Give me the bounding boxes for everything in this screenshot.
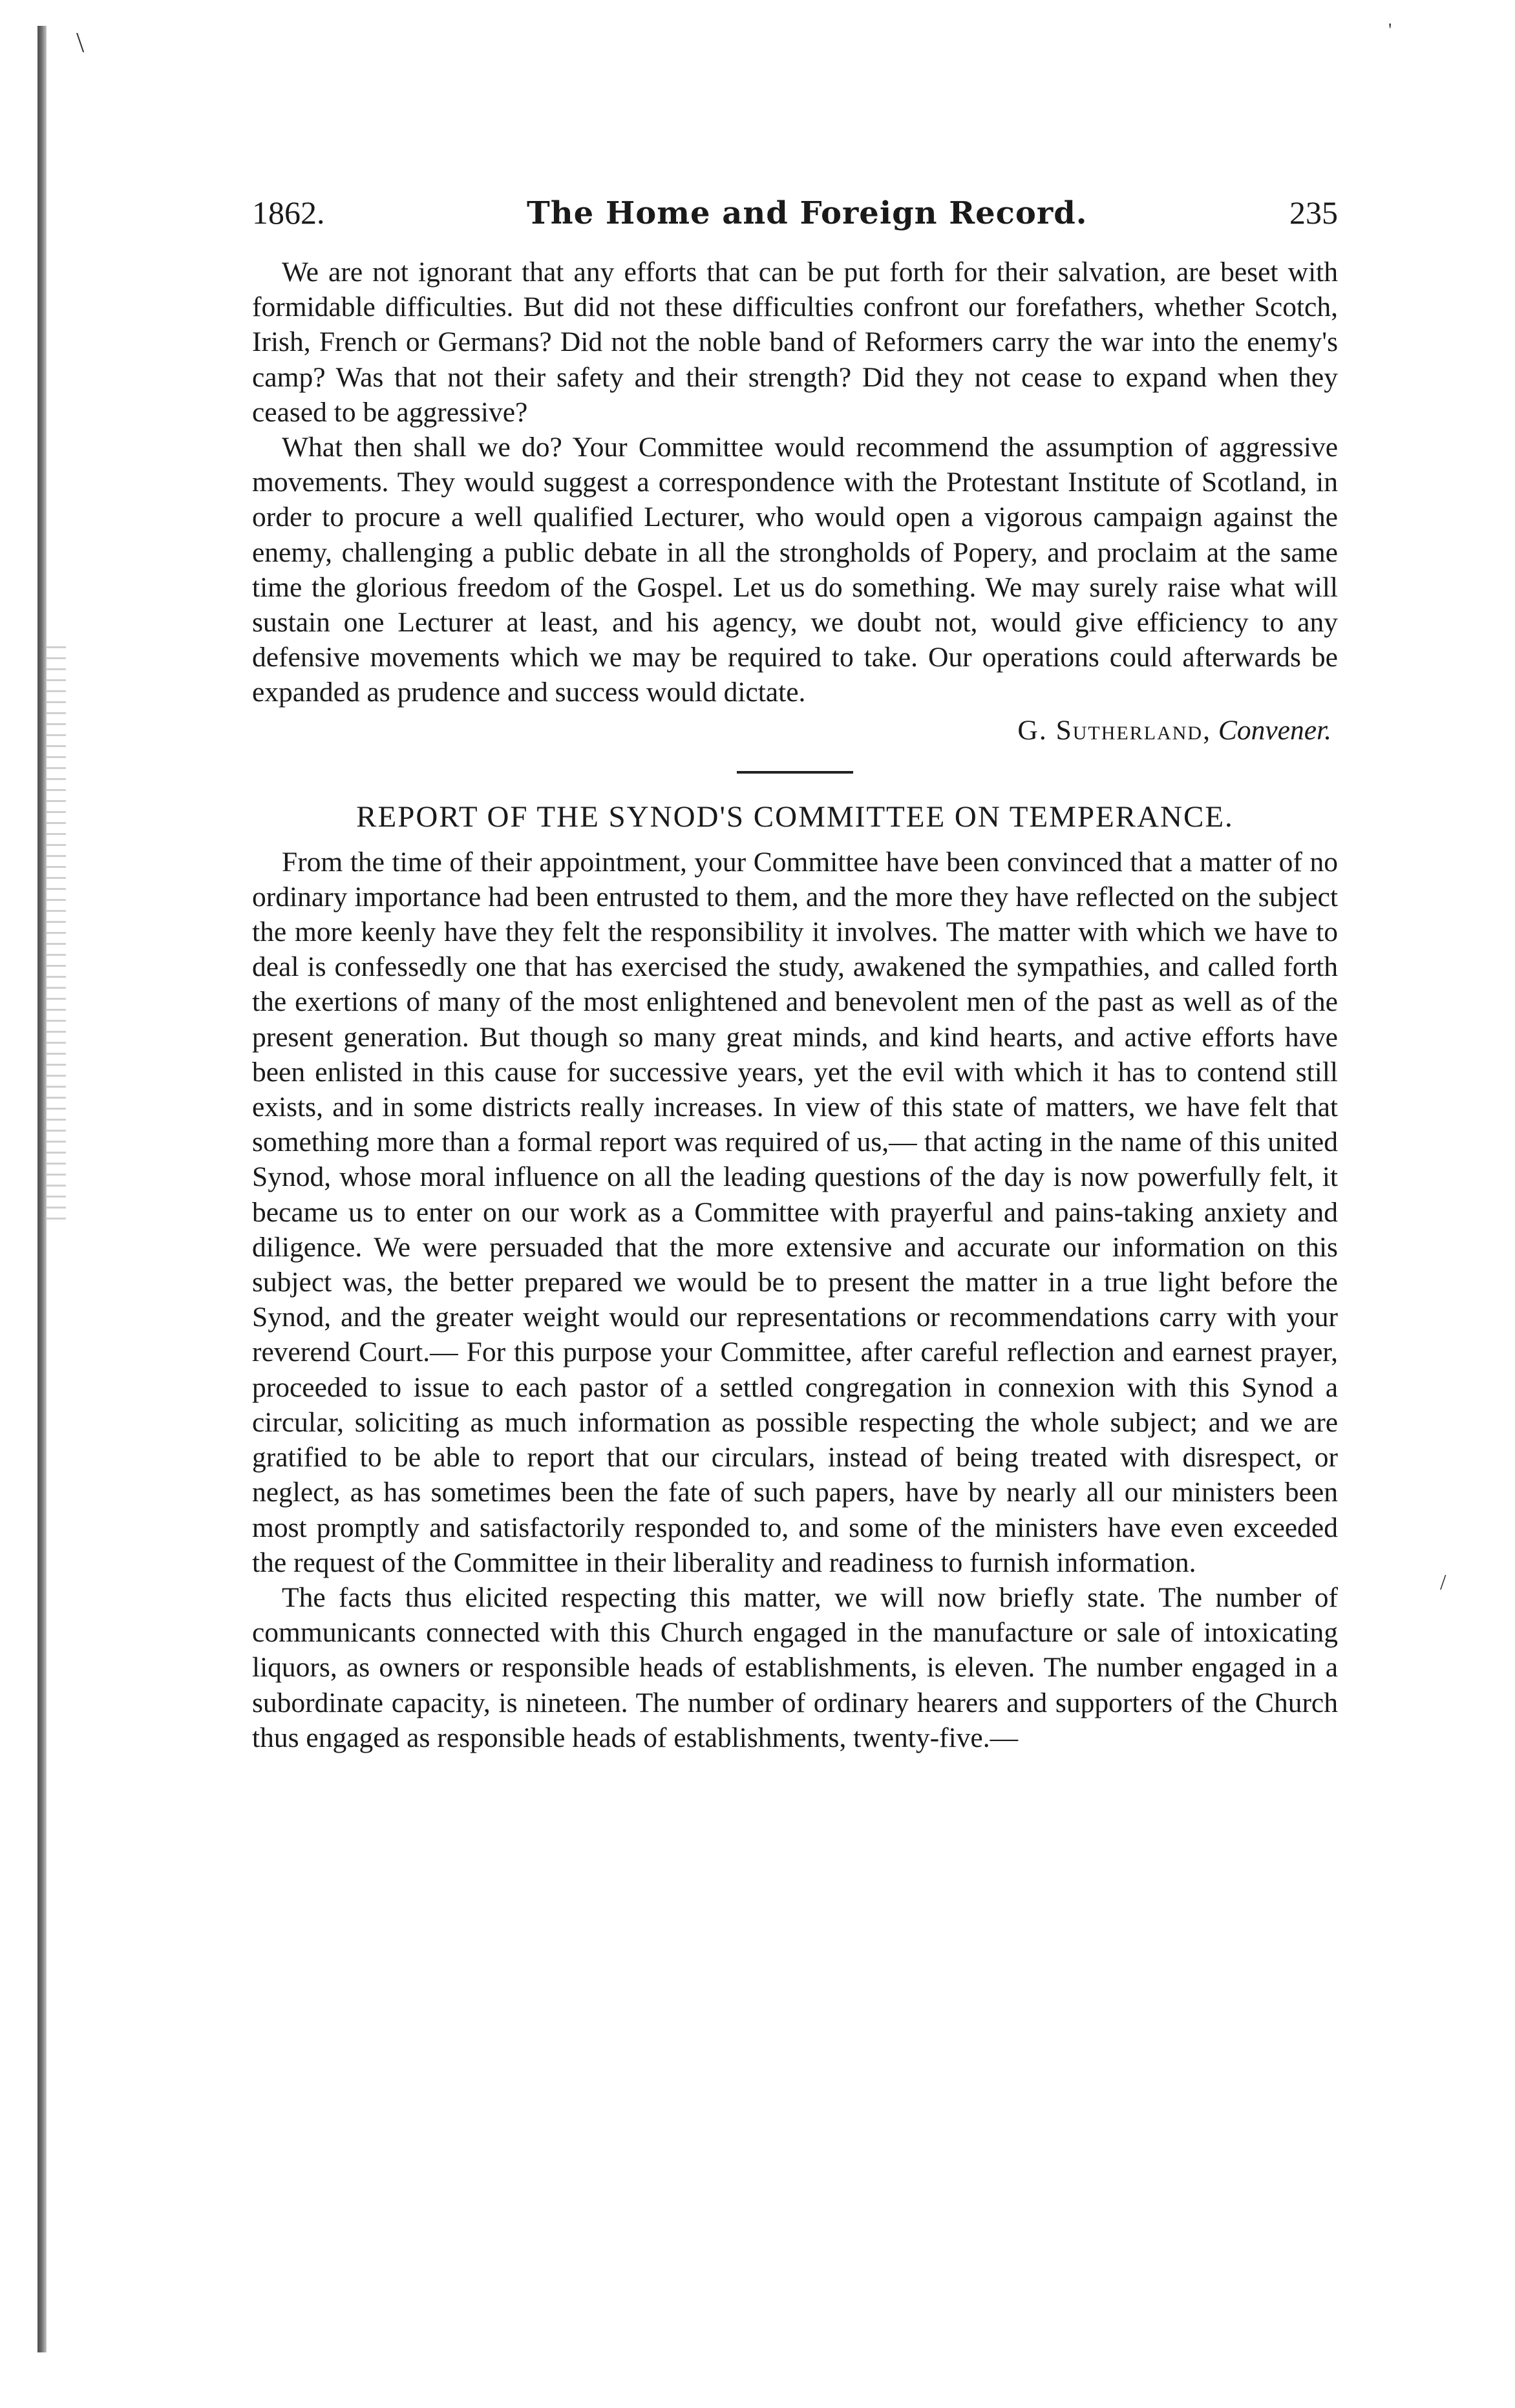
page-number: 235	[1289, 195, 1338, 231]
intro-paragraph: What then shall we do? Your Committee would recommend the assumption of aggressive movements. They would suggest a correspondence with the Protestant Institute of Scotland, in order to procure a well qualified Lecturer, who would open a vigorous campaign against the enemy, challenging a public debate in all the strongholds of Popery, and proclaim at the same time the glorious freedom of the Gospel. Let us do something. We may surely raise what will sustain one Lecturer at least, and his agency, we doubt not, would give efficiency to any defensive movements which we may be required to take. Our operations could afterwards be expanded as prudence and success would dictate.	[252, 432, 1338, 708]
document-page	[252, 194, 1338, 1755]
report-paragraph: From the time of their appointment, your Committee have been convinced that a matter of no ordinary importance had been entrusted to them, and the more they have reflected on the subject the more keenly have they felt the responsibility it involves. The matter with which we have to deal is confessedly one that has exercised the study, awakened the sympathies, and called forth the exertions of many of the most enlightened and benevolent men of the past as well as of the present generation. But though so many great minds, and kind hearts, and active efforts have been enlisted in this cause for successive years, yet the evil with which it has to contend still exists, and in some districts really increases. In view of this state of matters, we have felt that something more than a formal report was required of us,— that acting in the name of this united Synod, whose moral influence on all the leading questions of the day is now powerfully felt, it became us to enter on our work as a Committee with prayerful and pains-taking anxiety and diligence. We were persuaded that the more extensive and accurate our information on this subject was, the better prepared we would be to present the matter in a true light before the Synod, and the greater weight would our representations or recommendations carry with your reverend Court.— For this purpose your Committee, after careful reflection and earnest prayer, proceeded to issue to each pastor of a settled congregation in connexion with this Synod a circular, soliciting as much information as possible respecting the whole subject; and we are gratified to be able to report that our circulars, instead of being treated with disrespect, or neglect, as has sometimes been the fate of such papers, have by nearly all our ministers been most promptly and satisfactorily responded to, and some of the ministers have even exceeded the request of the Committee in their liberality and readiness to furnish information.	[252, 846, 1338, 1578]
intro-paragraph: We are not ignorant that any efforts that can be put forth for their salvation, are beset with formidable difficulties. But did not these difficulties confront our forefathers, whether Scotch, Irish, French or Germans? Did not the noble band of Reformers carry the war into the enemy's camp? Was that not their safety and their strength? Did they not cease to expand when they ceased to be aggressive?	[252, 257, 1338, 428]
ink-speck: \	[76, 26, 85, 58]
header-year: 1862.	[252, 195, 325, 231]
binding-shadow	[47, 646, 66, 1228]
report-paragraph: The facts thus elicited respecting this matter, we will now briefly state. The number of communicants connected with this Church engaged in the manufacture or sale of intoxicating liquors, as owners or responsible heads of establishments, is eleven. The number engaged in a subordinate capacity, is nineteen. The number of ordinary hearers and supporters of the Church thus engaged as responsible heads of establishments, twenty-five.—	[252, 1581, 1338, 1753]
journal-title: The Home and Foreign Record.	[527, 195, 1088, 231]
page-binding-edge	[37, 26, 47, 2352]
ink-speck: /	[1440, 1570, 1446, 1594]
signature-name: G. Sutherland,	[1017, 714, 1211, 746]
ink-speck: '	[1388, 19, 1392, 41]
section-divider	[737, 771, 853, 774]
signature	[252, 713, 1338, 748]
report-heading: REPORT OF THE SYNOD'S COMMITTEE ON TEMPERANCE.	[356, 799, 1234, 834]
signature-role: Convener.	[1218, 714, 1331, 746]
running-header	[252, 194, 1338, 231]
